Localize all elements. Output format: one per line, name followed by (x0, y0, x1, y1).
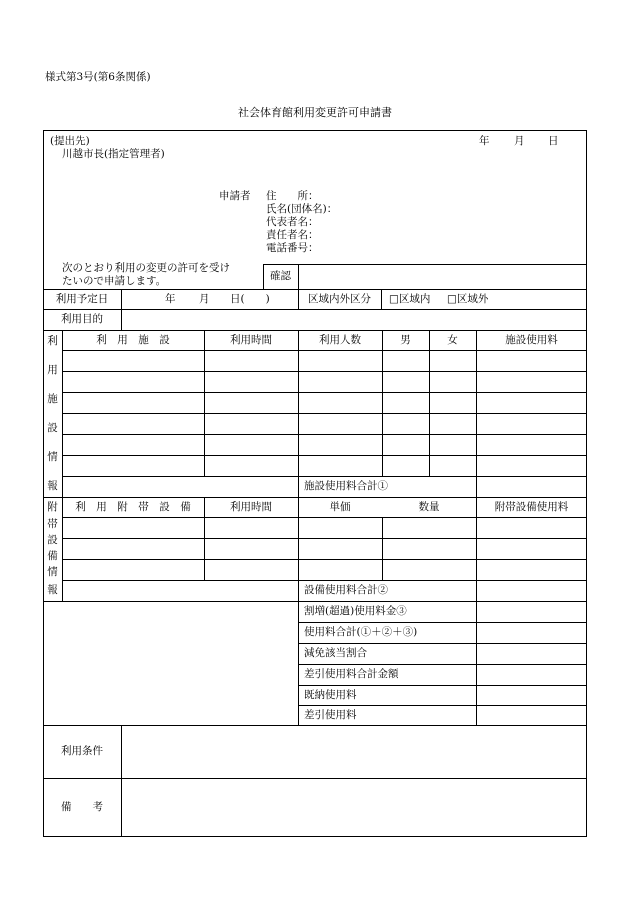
name-label: 氏名(団体名)： (266, 203, 338, 215)
equipment-side-char: 設 (47, 534, 58, 546)
date-month: 月 (514, 135, 525, 147)
schedule-day: 日( ) (230, 293, 270, 305)
purpose-label: 利用目的 (61, 313, 103, 326)
equipment-header-unit-price: 単価 (329, 500, 351, 513)
submit-to-label: (提出先) (50, 135, 90, 147)
area-label: 区域内外区分 (308, 292, 371, 305)
facility-header-time: 利用時間 (230, 333, 272, 346)
request-text-line1: 次のとおり利用の変更の許可を受け (62, 262, 230, 274)
totals-exemption-label: 減免該当割合 (304, 647, 367, 660)
submit-to-value: 川越市長(指定管理者) (62, 148, 165, 160)
responsible-label: 責任者名： (266, 229, 319, 241)
address-label: 住 所： (266, 190, 319, 202)
conditions-label: 利用条件 (61, 745, 103, 758)
totals-surcharge-label: 割増(超過)使用料金③ (304, 605, 407, 618)
area-outside-checkbox[interactable]: □区域外 (447, 293, 489, 305)
facility-header-facility: 利 用 施 設 (96, 333, 170, 346)
schedule-year: 年 (165, 293, 176, 305)
equipment-side-char: 報 (47, 584, 58, 596)
totals-paid-label: 既納使用料 (304, 688, 357, 701)
equipment-side-char: 附 (47, 501, 58, 513)
confirm-label: 確認 (270, 270, 291, 283)
totals-net-total-label: 差引使用料合計金額 (304, 668, 399, 681)
facility-header-fee: 施設使用料 (505, 333, 558, 346)
equipment-side-char: 備 (47, 550, 58, 562)
page-title: 社会体育館利用変更許可申請書 (238, 106, 392, 119)
equipment-header-fee: 附帯設備使用料 (494, 500, 569, 513)
facility-side-char: 報 (47, 480, 58, 492)
facility-subtotal-label: 施設使用料合計① (304, 480, 388, 493)
schedule-date-label: 利用予定日 (55, 292, 109, 305)
equipment-header-quantity: 数量 (418, 500, 440, 513)
facility-side-char: 用 (47, 364, 58, 376)
equipment-side-char: 情 (47, 566, 58, 578)
totals-sum-label: 使用料合計(①＋②＋③) (304, 626, 418, 639)
remarks-label: 備 考 (61, 801, 103, 814)
facility-header-people: 利用人数 (319, 333, 361, 346)
equipment-header-time: 利用時間 (230, 500, 272, 513)
facility-side-char: 施 (47, 393, 58, 405)
facility-header-female: 女 (447, 333, 458, 346)
schedule-month: 月 (199, 293, 210, 305)
date-year: 年 (479, 135, 490, 147)
equipment-header-equipment: 利 用 附 帯 設 備 (75, 500, 191, 513)
equipment-subtotal-label: 設備使用料合計② (304, 584, 388, 597)
facility-side-char: 設 (47, 422, 58, 434)
area-inside-checkbox[interactable]: □区域内 (389, 293, 431, 305)
request-text-line2: たいので申請します。 (62, 275, 167, 287)
form-number: 様式第3号(第6条関係) (45, 71, 151, 83)
applicant-label: 申請者 (219, 190, 251, 202)
facility-side-char: 情 (47, 451, 58, 463)
phone-label: 電話番号： (266, 242, 319, 254)
representative-label: 代表者名： (266, 216, 319, 228)
date-day: 日 (548, 135, 559, 147)
facility-header-male: 男 (400, 333, 411, 346)
equipment-side-char: 帯 (47, 518, 58, 530)
facility-side-char: 利 (47, 335, 58, 347)
totals-net-label: 差引使用料 (304, 708, 357, 721)
